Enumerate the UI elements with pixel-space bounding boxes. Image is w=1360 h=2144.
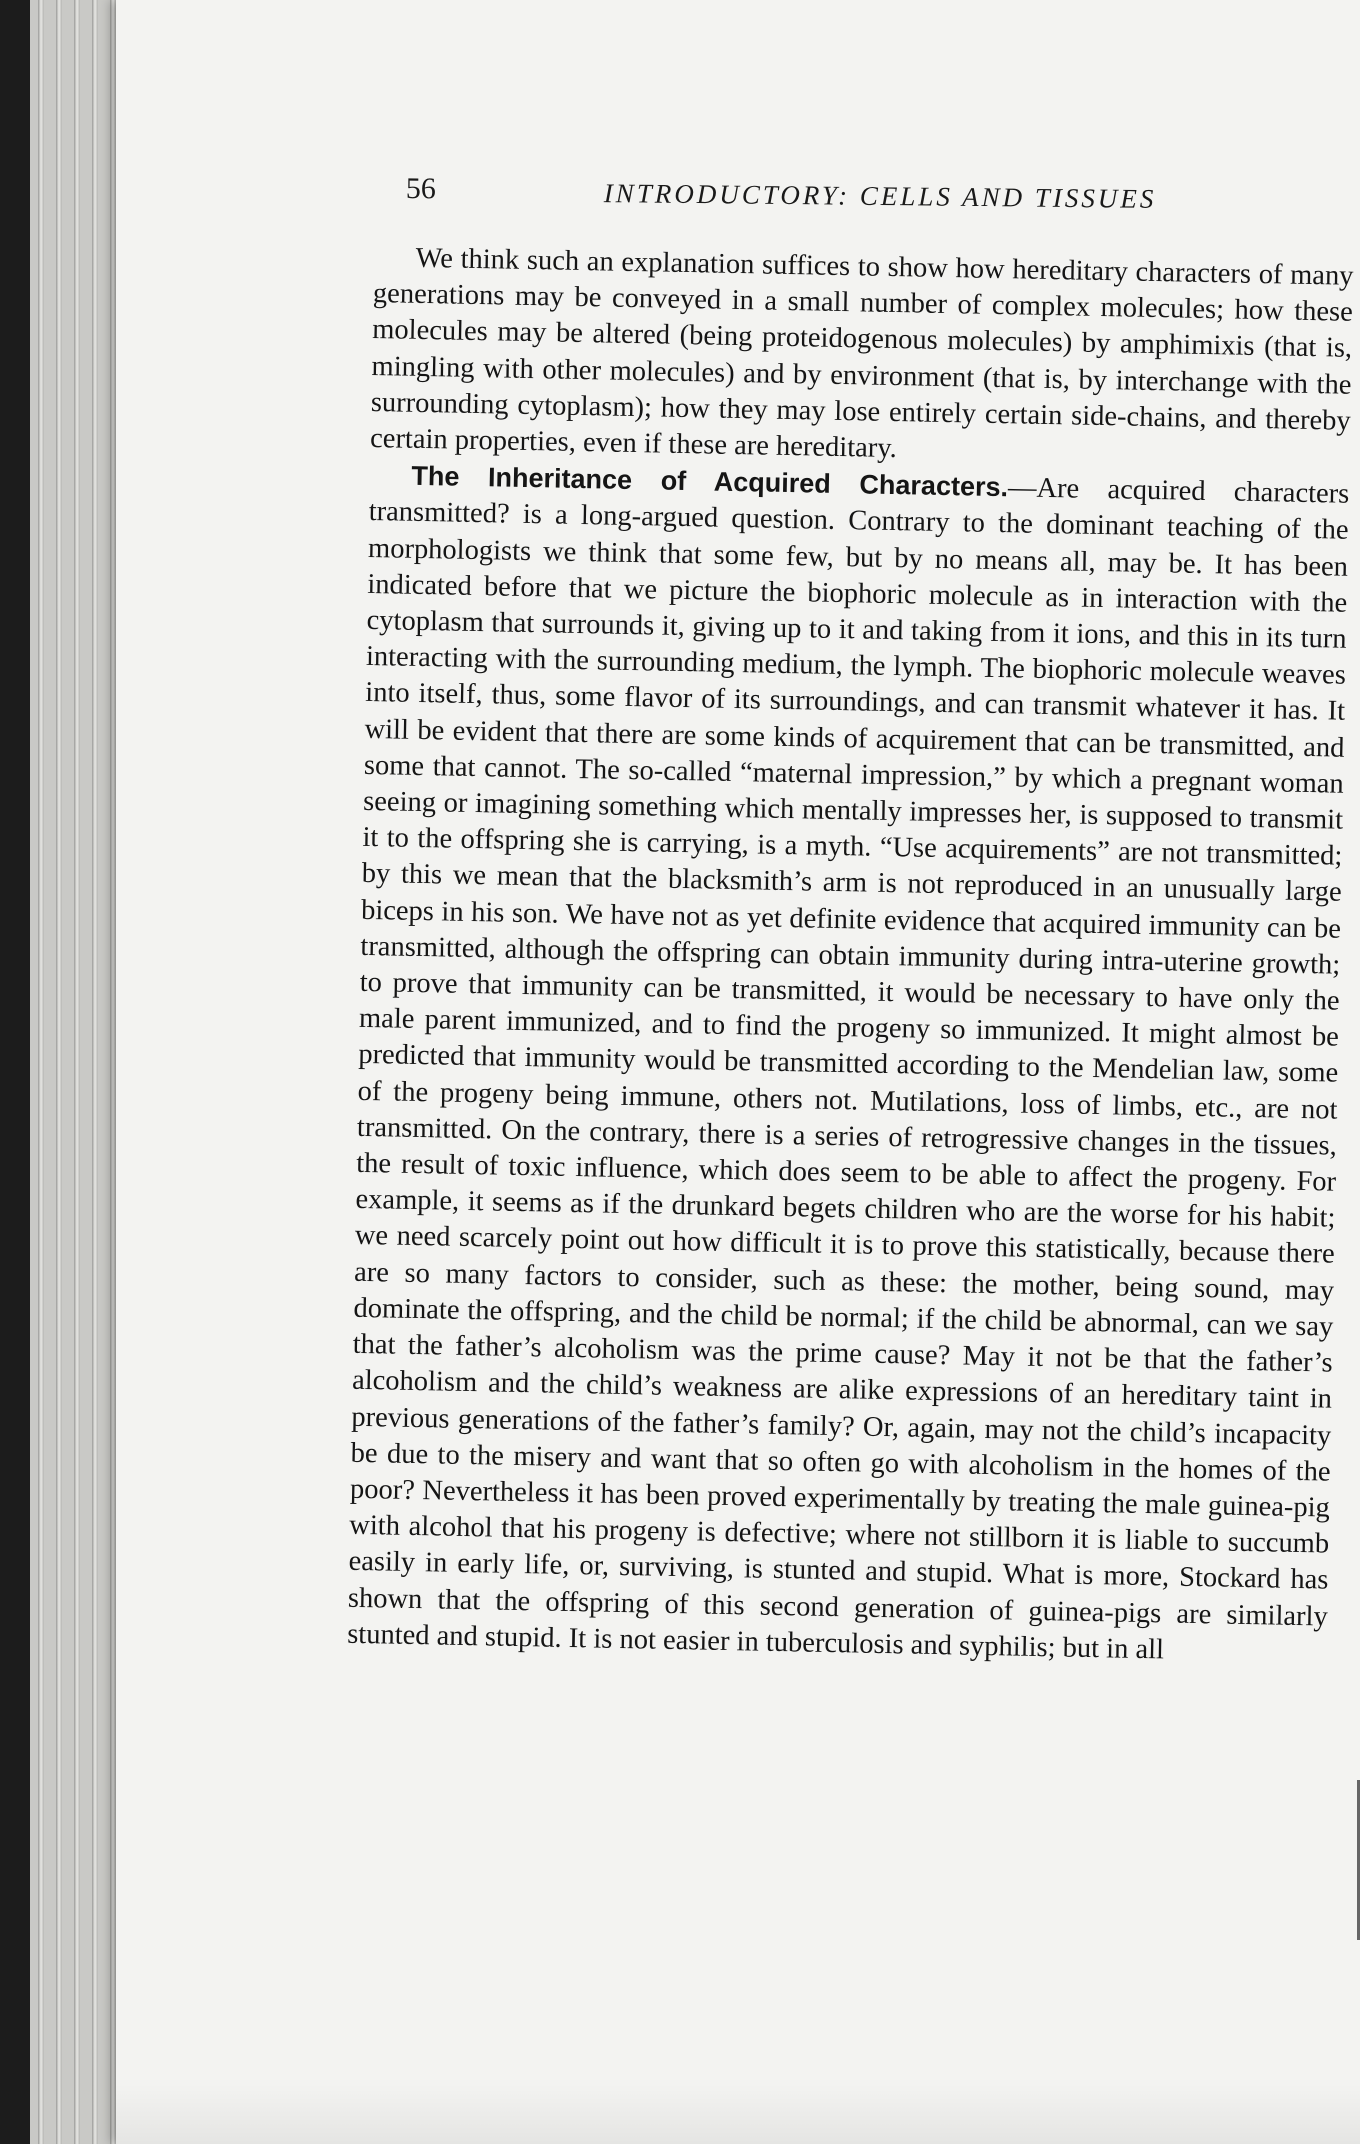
page-edge [38,0,44,2144]
paragraph-inheritance [347,457,1350,1671]
book-page [116,0,1360,2144]
page-header [405,172,1185,230]
page-edge [56,0,62,2144]
running-head: INTRODUCTORY: CELLS AND TISSUES [603,178,1157,214]
section-heading: The Inheritance of Acquired Characters. [411,460,1009,503]
page-shadow [116,2084,1360,2144]
page-edge [74,0,80,2144]
body-text [343,240,1354,1899]
page-number: 56 [405,172,436,206]
page-edge [92,0,98,2144]
paragraph-explanation: We think such an explanation suffices to show how hereditary characters of many generations may be conveyed in a small number of complex molecules; how these molecules may be altered (being proteidogenous molecules) by amphimixis (that is, mingling with other molecules) and by environment (that is, by interchange with the surrounding cytoplasm); how they may lose entirely certain side-chains, and thereby certain properties, even if these are hereditary. [369,242,1354,465]
paragraph-inheritance-text: —Are acquired characters transmitted? is a long-argued question. Contrary to the dominant teaching of the morphologists we think that some few, but by no means all, may be. It has been indicated before that we picture the biophoric molecule as in interaction with the cytoplasm that surrounds it, giving up to it and taking from it ions, and this in its turn interacting with the surrounding medium, the lymph. The biophoric molecule weaves into itself, thus, some flavor of its surroundings, and can transmit whatever it has. It will be evident that there are some kinds of acquirement that can be transmitted, and some that cannot. The so-called “maternal impression,” by which a pregnant woman seeing or imagining something which mentally impresses her, is supposed to transmit it to the offspring she is carrying, is a myth. “Use acquirements” are not transmitted; by this we mean that the blacksmith’s arm is not reproduced in an unusually large biceps in his son. We have not as yet definite evidence that acquired immunity can be transmitted, although the offspring can obtain immunity during intra-uterine growth; to prove that immunity can be transmitted, it would be necessary to have only the male parent immunized, and to find the progeny so immunized. It might almost be predicted that immunity would be transmitted according to the Mendelian law, some of the progeny being immune, others not. Mutilations, loss of limbs, etc., are not transmitted. On the contrary, there is a series of retrogressive changes in the tissues, the result of toxic influence, which does seem to be able to affect the progeny. For example, it seems as if the drunkard begets children who are the worse for his habit; we need scarcely point out how difficult it is to prove this statistically, because there are so many factors to consider, such as these: the mother, being sound, may dominate the offspring, and the child be normal; if the child be abnormal, can we say that the father’s alcoholism was the prime cause? May it not be that the father’s alcoholism and the child’s weakness are alike expressions of an hereditary taint in previous generations of the father’s family? Or, again, may not the child’s incapacity be due to the misery and want that so often go with alcoholism in the homes of the poor? Nevertheless it has been proved experimentally by treating the male guinea-pig with alcohol that his progeny is defective; where not stillborn it is liable to succumb easily in early life, or, surviving, is stunted and stupid. What is more, Stockard has shown that the offspring of this second generation of guinea-pigs are similarly stunted and stupid. It is not easier in tuberculosis and syphilis; but in all [346,472,1350,1666]
